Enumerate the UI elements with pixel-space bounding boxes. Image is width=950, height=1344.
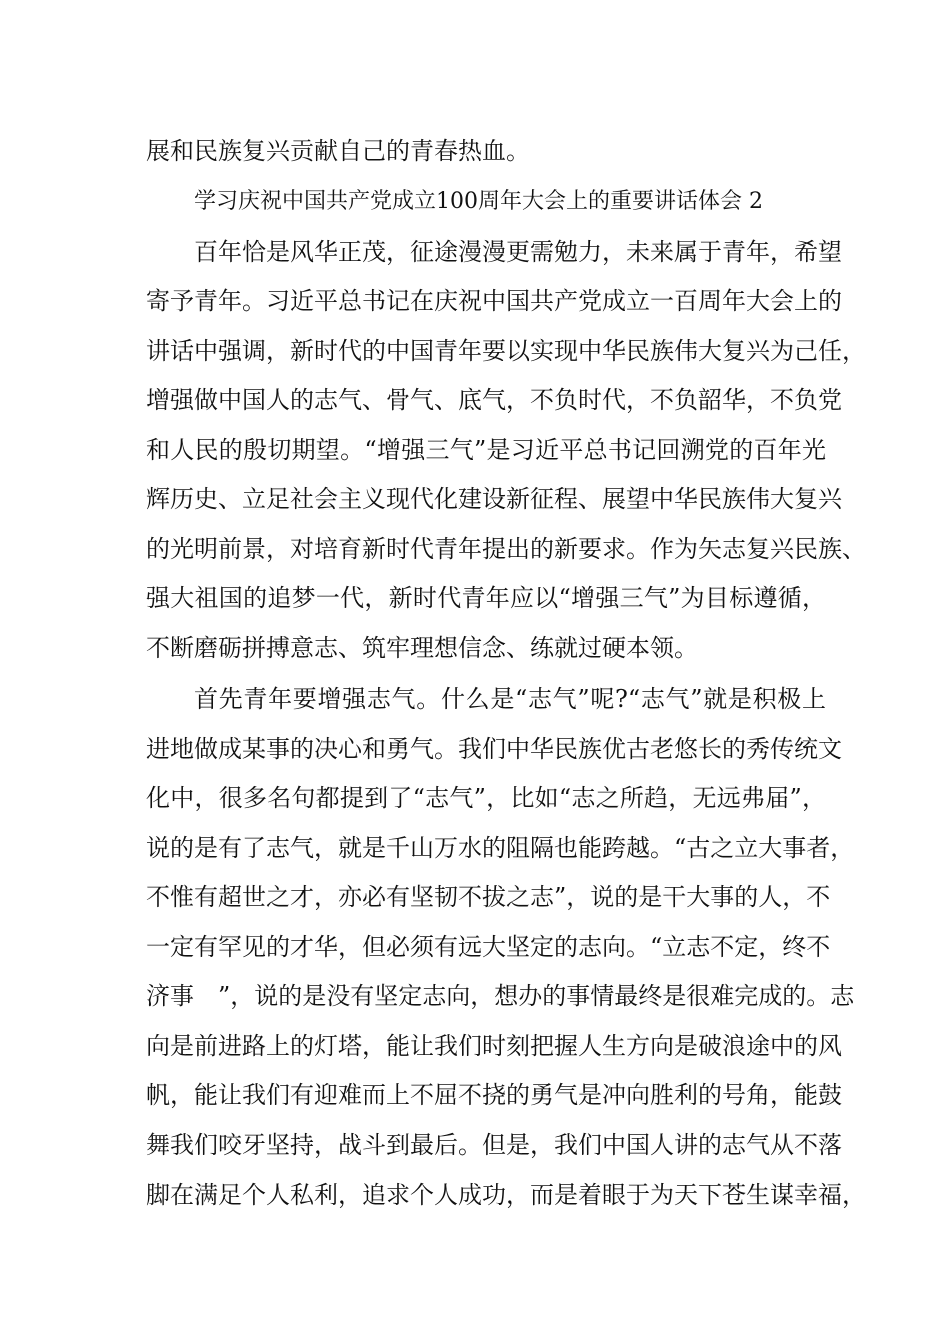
text-line: 展和民族复兴贡献自己的青春热血。 <box>146 137 530 165</box>
text-line: 首先青年要增强志气。什么是“志气”呢?“志气”就是积极上 <box>194 685 826 713</box>
text-line: 寄予青年。习近平总书记在庆祝中国共产党成立一百周年大会上的 <box>146 287 842 315</box>
text-line: 舞我们咬牙坚持，战斗到最后。但是，我们中国人讲的志气从不落 <box>146 1131 842 1159</box>
text-line: 讲话中强调，新时代的中国青年要以实现中华民族伟大复兴为己任， <box>146 337 866 365</box>
text-line: 的光明前景，对培育新时代青年提出的新要求。作为矢志复兴民族、 <box>146 535 866 563</box>
text-line: 帆，能让我们有迎难而上不屈不挠的勇气是冲向胜利的号角，能鼓 <box>146 1081 842 1109</box>
text-line: 和人民的殷切期望。“增强三气”是习近平总书记回溯党的百年光 <box>146 436 826 464</box>
text-line: 济事 ”，说的是没有坚定志向，想办的事情最终是很难完成的。志 <box>146 982 855 1010</box>
text-line: 进地做成某事的决心和勇气。我们中华民族优古老悠长的秀传统文 <box>146 735 842 763</box>
text-line: 说的是有了志气，就是千山万水的阻隔也能跨越。“古之立大事者， <box>146 834 855 862</box>
text-line: 强大祖国的追梦一代，新时代青年应以“增强三气”为目标遵循， <box>146 584 826 612</box>
text-line: 向是前进路上的灯塔，能让我们时刻把握人生方向是破浪途中的风 <box>146 1032 842 1060</box>
text-line: 辉历史、立足社会主义现代化建设新征程、展望中华民族伟大复兴 <box>146 485 842 513</box>
text-line: 不惟有超世之才，亦必有坚韧不拔之志”，说的是干大事的人，不 <box>146 883 831 911</box>
text-line: 百年恰是风华正茂，征途漫漫更需勉力，未来属于青年，希望 <box>194 238 842 266</box>
text-line: 增强做中国人的志气、骨气、底气，不负时代，不负韶华，不负党 <box>146 386 842 414</box>
section-heading: 学习庆祝中国共产党成立100周年大会上的重要讲话体会 2 <box>194 189 763 214</box>
text-line: 不断磨砺拼搏意志、筑牢理想信念、练就过硬本领。 <box>146 634 698 662</box>
text-line: 脚在满足个人私利，追求个人成功，而是着眼于为天下苍生谋幸福， <box>146 1181 866 1209</box>
text-line: 化中，很多名句都提到了“志气”，比如“志之所趋，无远弗届”， <box>146 784 826 812</box>
text-line: 一定有罕见的才华，但必须有远大坚定的志向。“立志不定，终不 <box>146 933 831 961</box>
